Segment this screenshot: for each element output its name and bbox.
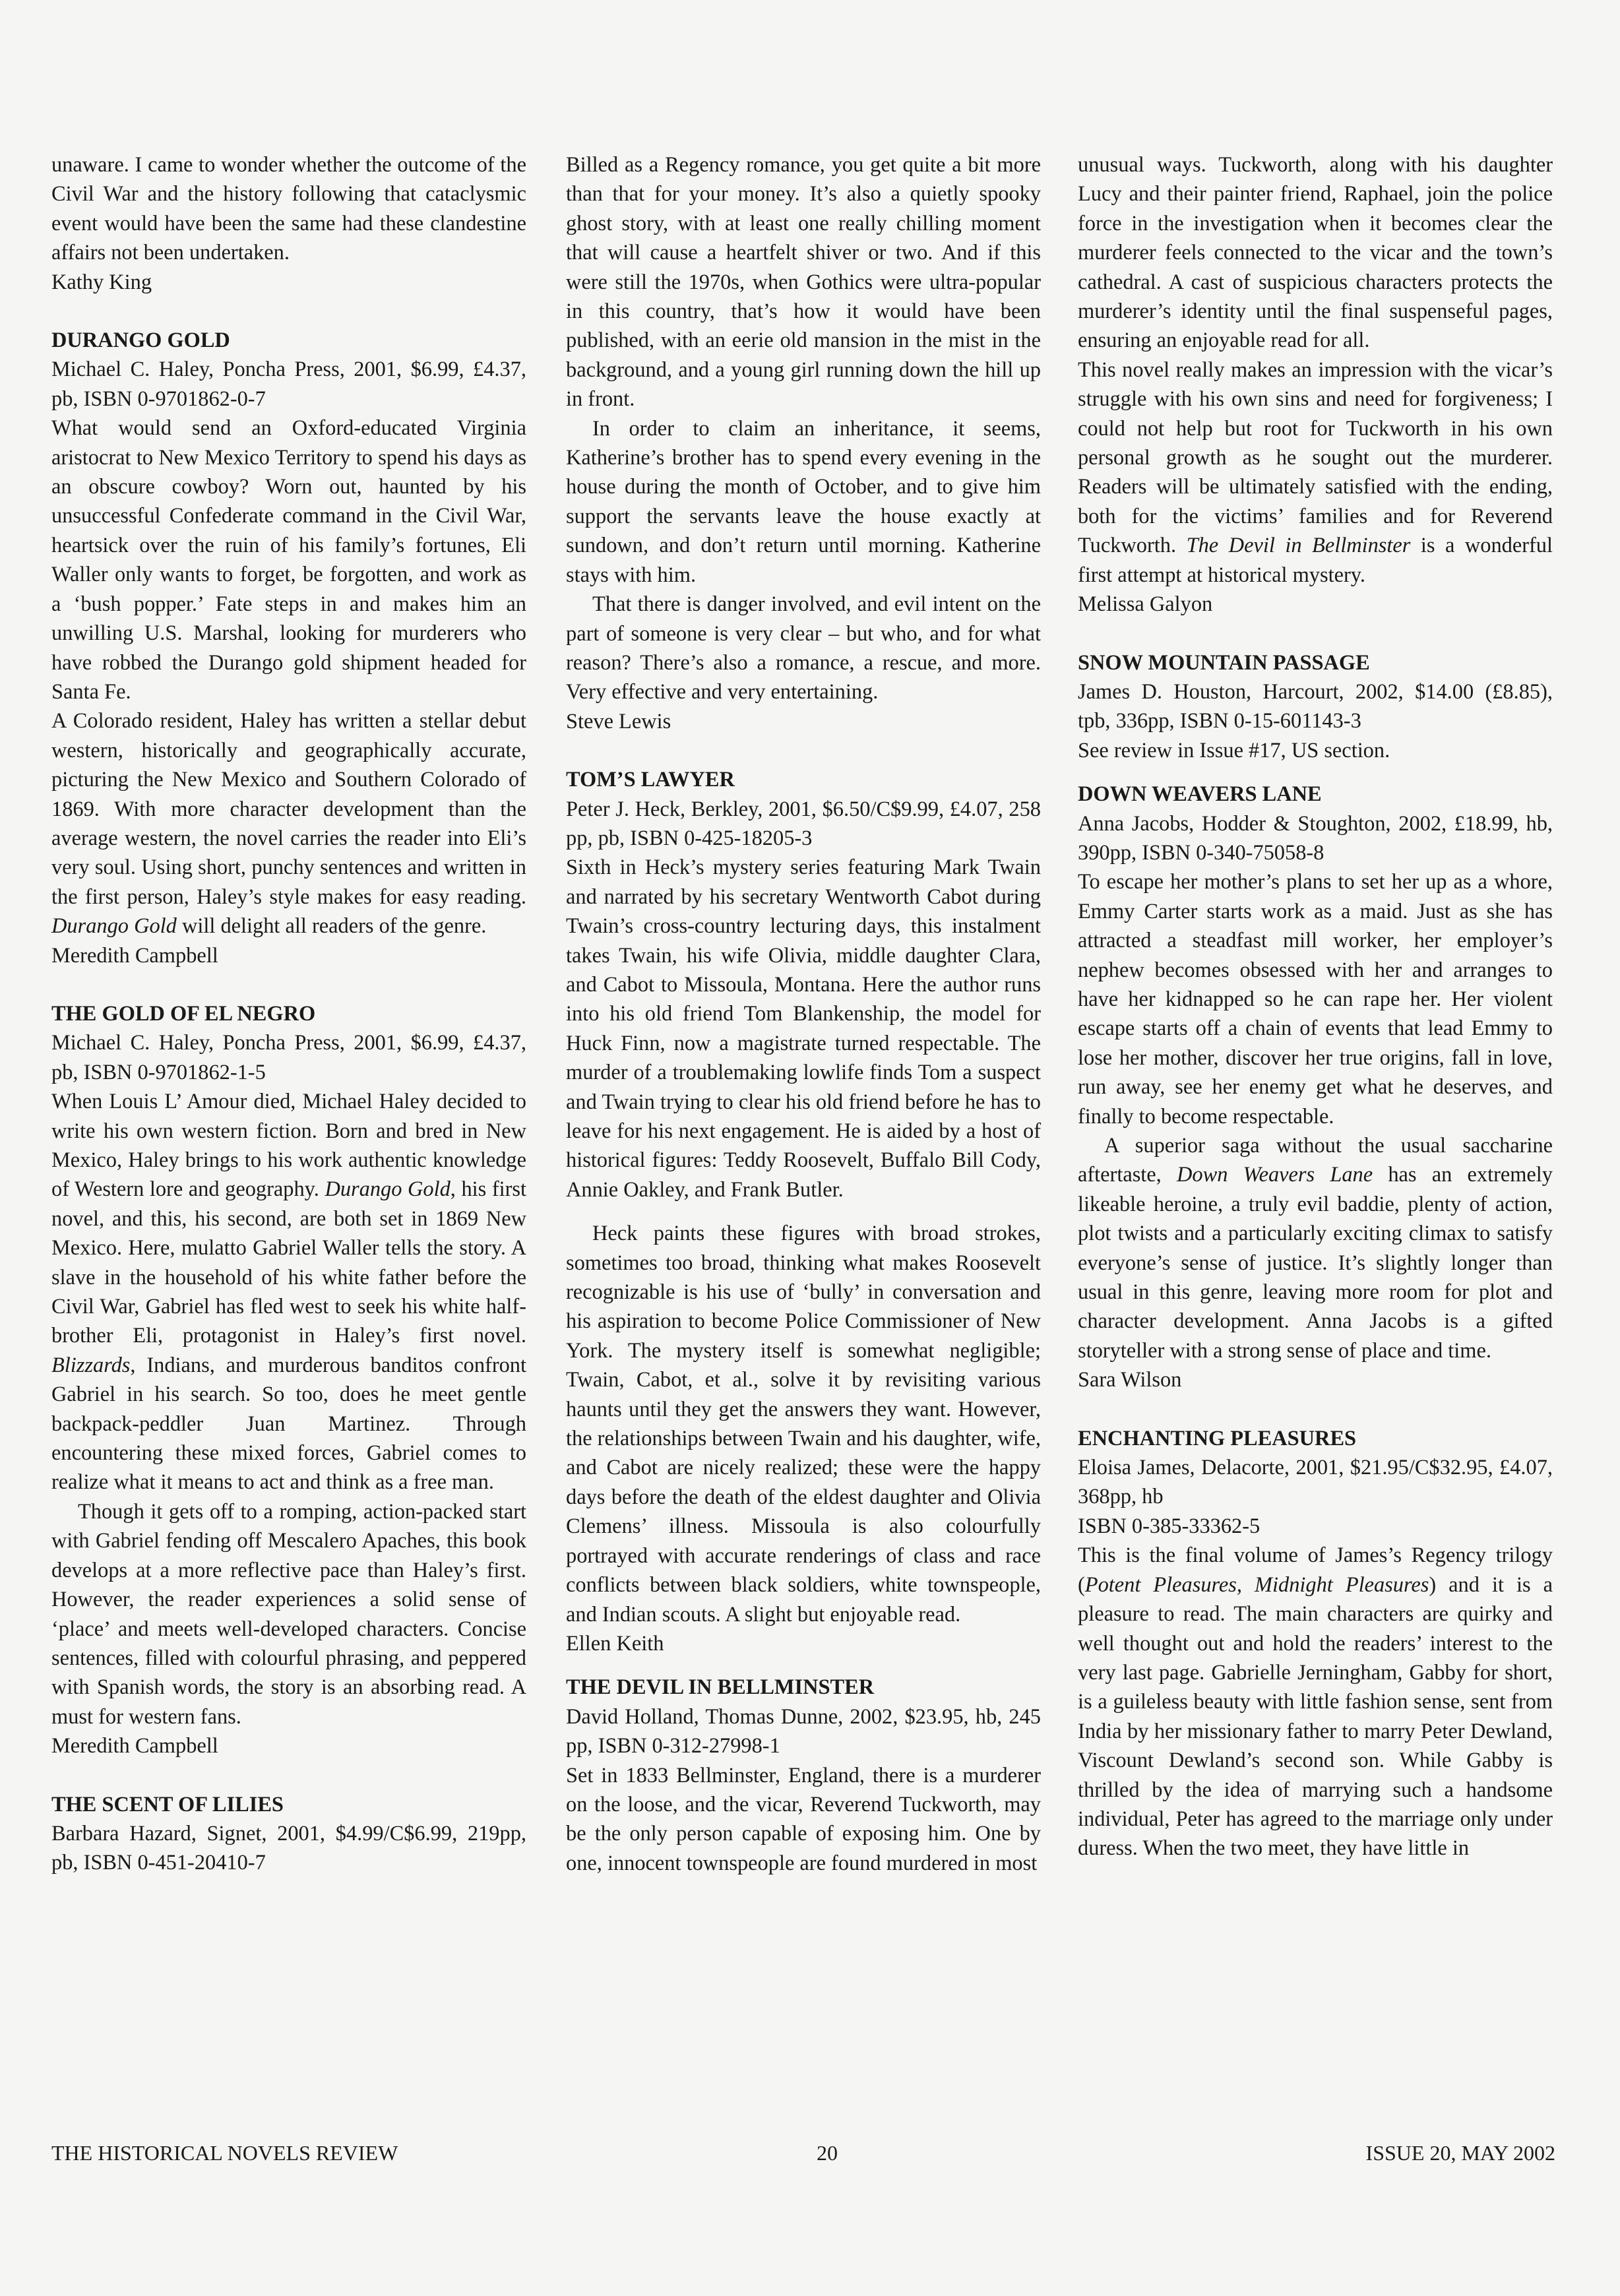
review-title: SNOW MOUNTAIN PASSAGE: [1078, 650, 1370, 675]
paragraph: Eloisa James, Delacorte, 2001, $21.95/C$32.95, £4.07, 368pp, hb: [1078, 1456, 1553, 1509]
footer-publication-title: THE HISTORICAL NOVELS REVIEW: [51, 2141, 398, 2165]
paragraph: That there is danger involved, and evil intent on the part of someone is very clear – but who, and for what reason? There’s also a romance, a rescue, and more. Very effective and very entertaining.: [566, 592, 1041, 704]
spacer: [51, 297, 526, 326]
review-title: DOWN WEAVERS LANE: [1078, 782, 1322, 807]
byline: Kathy King: [51, 270, 152, 294]
paragraph: Set in 1833 Bellminster, England, there is a murderer on the loose, and the vicar, Reverend Tuckworth, may be the only person capable of exposing him. One by one, innocent townspeople are found murdered in most: [566, 1763, 1041, 1875]
byline: Ellen Keith: [566, 1631, 664, 1656]
byline: ISBN 0-385-33362-5: [1078, 1514, 1261, 1538]
review-title: THE SCENT OF LILIES: [51, 1792, 284, 1816]
byline: See review in Issue #17, US section.: [1078, 738, 1390, 762]
column-2: [566, 150, 1041, 1878]
page-number: 20: [817, 2141, 838, 2165]
paragraph: Sixth in Heck’s mystery series featuring Mark Twain and narrated by his secretary Wentworth Cabot during Twain’s cross-country lecturing days, this instalment takes Twain, his wife Olivia, middle daughter Clara, and Cabot to Missoula, Montana. Here the author runs into his old friend Tom Blankenship, the model for Huck Finn, now a magistrate turned respectable. The murder of a troublemaking lowlife finds Tom a suspect and Twain trying to clear his old friend before he has to leave for his next engagement. He is aided by a host of historical figures: Teddy Roosevelt, Buffalo Bill Cody, Annie Oakley, and Frank Butler.: [566, 855, 1041, 1202]
spacer: [1078, 619, 1553, 648]
spacer: [51, 970, 526, 999]
paragraph: To escape her mother’s plans to set her up as a whore, Emmy Carter starts work as a maid. Just as she has attracted a steadfast mill worker, her employer’s nephew becomes obsessed with her and arranges to have her kidnapped so he can rape her. Her violent escape starts off a chain of events that lead Emmy to lose her mother, discover her true origins, fall in love, run away, see her enemy get what he deserves, and finally to become respectable.: [1078, 870, 1553, 1129]
review-title: THE DEVIL IN BELLMINSTER: [566, 1675, 875, 1700]
paragraph: Barbara Hazard, Signet, 2001, $4.99/C$6.99, 219pp, pb, ISBN 0-451-20410-7: [51, 1821, 526, 1875]
paragraph: Anna Jacobs, Hodder & Stoughton, 2002, £18.99, hb, 390pp, ISBN 0-340-75058-8: [1078, 811, 1553, 865]
paragraph: Michael C. Haley, Poncha Press, 2001, $6.99, £4.37, pb, ISBN 0-9701862-0-7: [51, 357, 526, 411]
paragraph: James D. Houston, Harcourt, 2002, $14.00 (£8.85), tpb, 336pp, ISBN 0-15-601143-3: [1078, 679, 1553, 733]
paragraph: When Louis L’ Amour died, Michael Haley decided to write his own western fiction. Born and bred in New Mexico, Haley brings to his work authentic knowledge of Western lore and geography. Durango Gold, his first novel, and this, his second, are both set in 1869 New Mexico. Here, mulatto Gabriel Waller tells the story. A slave in the household of his white father before the Civil War, Gabriel has fled west to seek his white half-brother Eli, protagonist in Haley’s first novel. Blizzards, Indians, and murderous banditos confront Gabriel in his search. So too, does he meet gentle backpack-peddler Juan Martinez. Through encountering these mixed forces, Gabriel comes to realize what it means to act and think as a free man.: [51, 1090, 527, 1495]
paragraph: Michael C. Haley, Poncha Press, 2001, $6.99, £4.37, pb, ISBN 0-9701862-1-5: [51, 1031, 526, 1084]
paragraph: This novel really makes an impression with the vicar’s struggle with his own sins and need for forgiveness; I could not help but root for Tuckworth in his own personal growth as he sought out the murderer. Readers will be ultimately satisfied with the ending, both for the victims’ families and for Reverend Tuckworth. The Devil in Bellminster is a wonderful first attempt at historical mystery.: [1078, 357, 1553, 587]
paragraph: Peter J. Heck, Berkley, 2001, $6.50/C$9.99, £4.07, 258 pp, pb, ISBN 0-425-18205-3: [566, 797, 1041, 850]
paragraph: This is the final volume of James’s Regency trilogy (Potent Pleasures, Midnight Pleasures) and it is a pleasure to read. The main characters are quirky and well thought out and hold the readers’ interest to the very last page. Gabrielle Jerningham, Gabby for short, is a guileless beauty with little fashion sense, sent from India by her missionary father to marry Peter Dewland, Viscount Dewland’s second son. While Gabby is thrilled by the idea of marrying such a handsome individual, Peter has agreed to the marriage only under duress. When the two meet, they have little in: [1078, 1543, 1553, 1861]
paragraph: Heck paints these figures with broad strokes, sometimes too broad, thinking what makes Roosevelt recognizable is his use of ‘bully’ in conversation and his aspiration to become Police Commissioner of New York. The mystery itself is somewhat negligible; Twain, Cabot, et al., solve it by revisiting various haunts until they get the answers they want. However, the relationships between Twain and his daughter, wife, and Cabot are nicely realized; these were the happy days before the death of the eldest daughter and Olivia Clemens’ illness. Missoula is also colourfully portrayed with accurate renderings of class and race conflicts between black soldiers, white townspeople, and Indian scouts. A slight but enjoyable read.: [566, 1222, 1041, 1627]
byline: Meredith Campbell: [51, 1734, 218, 1758]
spacer: [566, 736, 1041, 765]
paragraph: A superior saga without the usual saccharine aftertaste, Down Weavers Lane has an extremely likeable heroine, a truly evil baddie, plenty of action, plot twists and a particularly exciting climax to satisfy everyone’s sense of justice. It’s slightly longer than usual in this genre, leaving more room for plot and character development. Anna Jacobs is a gifted storyteller with a strong sense of place and time.: [1078, 1134, 1553, 1363]
byline: Steve Lewis: [566, 709, 671, 733]
paragraph: unusual ways. Tuckworth, along with his daughter Lucy and their painter friend, Raphael, join the police force in the investigation when it becomes clear the murderer feels connected to the vicar and the town’s cathedral. A cast of suspicious characters protects the murderer’s identity until the final suspenseful pages, ensuring an enjoyable read for all.: [1078, 153, 1553, 353]
review-title: THE GOLD OF EL NEGRO: [51, 1001, 316, 1026]
paragraph: Though it gets off to a romping, action-packed start with Gabriel fending off Mescalero Apaches, this book develops at a more reflective pace than Haley’s first. However, the reader experiences a solid sense of ‘place’ and meets well-developed characters. Concise sentences, filled with colourful phrasing, and peppered with Spanish words, the story is an absorbing read. A must for western fans.: [51, 1499, 526, 1729]
paragraph: unaware. I came to wonder whether the outcome of the Civil War and the history following that cataclysmic event would have been the same had these clandestine affairs not been undertaken.: [51, 153, 526, 265]
spacer: [1078, 765, 1553, 780]
paragraph: Billed as a Regency romance, you get quite a bit more than that for your money. It’s also a quietly spooky ghost story, with at least one really chilling moment that will cause a heartfelt shiver or two. And if this were still the 1970s, when Gothics were ultra-popular in this country, that’s how it would have been published, with an eerie old mansion in the mist in the background, and a young girl running down the hill up in front.: [566, 153, 1041, 412]
byline: Meredith Campbell: [51, 943, 218, 968]
byline: Sara Wilson: [1078, 1368, 1182, 1392]
paragraph: David Holland, Thomas Dunne, 2002, $23.95, hb, 245 pp, ISBN 0-312-27998-1: [566, 1704, 1041, 1758]
spacer: [566, 1204, 1041, 1219]
spacer: [51, 1761, 526, 1790]
spacer: [1078, 1395, 1553, 1424]
paragraph: What would send an Oxford-educated Virginia aristocrat to New Mexico Territory to spend his days as an obscure cowboy? Worn out, haunted by his unsuccessful Confederate command in the Civil War, heartsick over the ruin of his family’s fortunes, Eli Waller only wants to forget, be forgotten, and work as a ‘bush popper.’ Fate steps in and makes him an unwilling U.S. Marshal, looking for murderers who have robbed the Durango gold shipment headed for Santa Fe.: [51, 416, 526, 704]
review-title: DURANGO GOLD: [51, 328, 230, 353]
paragraph: In order to claim an inheritance, it seems, Katherine’s brother has to spend every evening in the house during the month of October, and to give him support the servants leave the house exactly at sundown, and don’t return until morning. Katherine stays with him.: [566, 416, 1041, 587]
column-1: [51, 150, 526, 1878]
paragraph: A Colorado resident, Haley has written a stellar debut western, historically and geographically accurate, picturing the New Mexico and Southern Colorado of 1869. With more character development than the average western, the novel carries the reader into Eli’s very soul. Using short, punchy sentences and written in the first person, Haley’s style makes for easy reading. Durango Gold will delight all readers of the genre.: [51, 709, 526, 939]
review-title: ENCHANTING PLEASURES: [1078, 1426, 1357, 1450]
review-title: TOM’S LAWYER: [566, 768, 735, 792]
column-3: [1078, 150, 1553, 1863]
footer-issue: ISSUE 20, MAY 2002: [1365, 2141, 1555, 2165]
byline: Melissa Galyon: [1078, 592, 1213, 617]
spacer: [566, 1658, 1041, 1673]
